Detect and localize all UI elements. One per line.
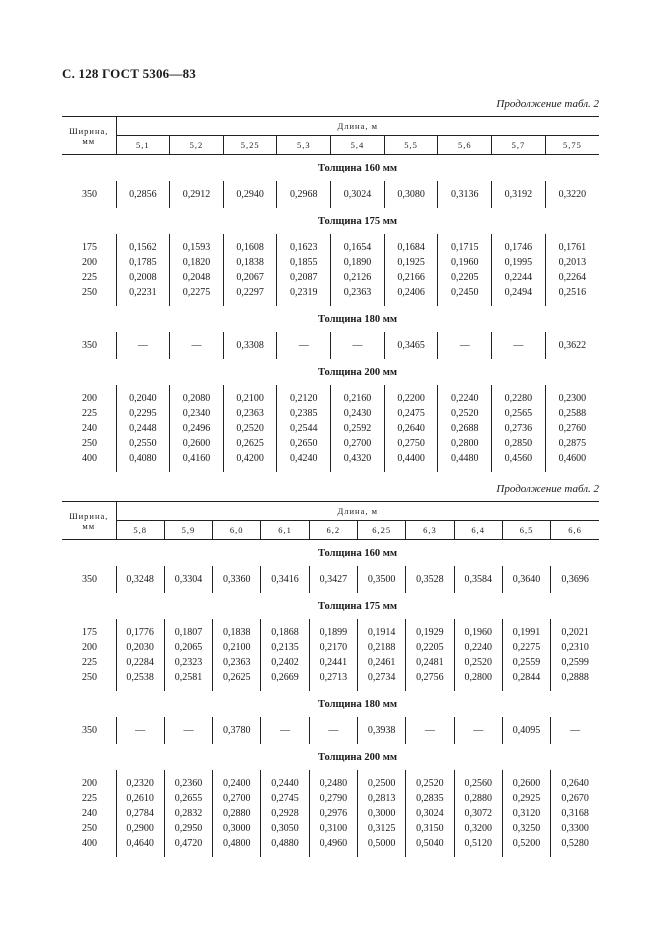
volume-cell: 0,2319 xyxy=(277,285,331,300)
volume-cell: 0,2850 xyxy=(492,436,546,451)
volume-cell: 0,1761 xyxy=(545,240,599,255)
table-row xyxy=(62,670,599,685)
volume-cell: 0,2784 xyxy=(116,806,164,821)
volume-cell: 0,2790 xyxy=(309,791,357,806)
length-column-header: 5,3 xyxy=(277,136,331,155)
volume-cell: 0,3938 xyxy=(357,723,405,738)
volume-cell: 0,2912 xyxy=(170,187,224,202)
width-cell: 250 xyxy=(82,287,97,298)
volume-cell: 0,2565 xyxy=(492,406,546,421)
volume-cell: 0,2756 xyxy=(406,670,454,685)
volume-cell: 0,2264 xyxy=(545,270,599,285)
volume-cell: 0,2170 xyxy=(309,640,357,655)
volume-cell: 0,1914 xyxy=(357,625,405,640)
volume-cell: 0,3120 xyxy=(502,806,550,821)
volume-cell: 0,2800 xyxy=(438,436,492,451)
volume-cell: 0,2441 xyxy=(309,655,357,670)
volume-cell: 0,2080 xyxy=(170,391,224,406)
volume-cell: 0,2300 xyxy=(545,391,599,406)
length-column-header: 6,3 xyxy=(406,521,454,540)
table-row xyxy=(62,655,599,670)
table-row xyxy=(62,723,599,738)
volume-cell: 0,2323 xyxy=(164,655,212,670)
table-row xyxy=(62,836,599,851)
volume-cell: 0,2900 xyxy=(116,821,164,836)
width-column-header: Ширина, мм xyxy=(62,502,116,540)
continuation-label-2: Продолжение табл. 2 xyxy=(496,483,599,495)
thickness-section-title: Толщина 175 мм xyxy=(317,215,398,227)
volume-cell: 0,5280 xyxy=(551,836,599,851)
length-column-header: 5,25 xyxy=(223,136,277,155)
length-column-header: 5,1 xyxy=(116,136,170,155)
volume-cell: 0,2813 xyxy=(357,791,405,806)
volume-cell: 0,2950 xyxy=(164,821,212,836)
volume-cell: 0,2166 xyxy=(384,270,438,285)
width-cell: 200 xyxy=(82,778,97,789)
volume-cell: 0,4640 xyxy=(116,836,164,851)
width-cell: 225 xyxy=(82,657,97,668)
thickness-section-row xyxy=(62,540,599,567)
table-row xyxy=(62,406,599,421)
volume-cell: 0,2835 xyxy=(406,791,454,806)
volume-cell: 0,4720 xyxy=(164,836,212,851)
volume-cell: 0,3100 xyxy=(309,821,357,836)
volume-cell: 0,2481 xyxy=(406,655,454,670)
volume-table-1 xyxy=(62,116,599,472)
length-column-header: 6,6 xyxy=(551,521,599,540)
volume-cell: 0,2320 xyxy=(116,776,164,791)
volume-cell: 0,2205 xyxy=(438,270,492,285)
volume-cell: — xyxy=(170,338,224,353)
volume-cell: 0,2700 xyxy=(331,436,385,451)
table-row xyxy=(62,285,599,300)
volume-cell: 0,4400 xyxy=(384,451,438,466)
volume-cell: 0,3248 xyxy=(116,572,164,587)
table-row xyxy=(62,821,599,836)
volume-cell: 0,2363 xyxy=(213,655,261,670)
volume-cell: 0,1785 xyxy=(116,255,170,270)
length-column-header: 5,5 xyxy=(384,136,438,155)
volume-cell: 0,2340 xyxy=(170,406,224,421)
volume-cell: 0,2600 xyxy=(502,776,550,791)
volume-cell: 0,2275 xyxy=(170,285,224,300)
volume-cell: 0,2544 xyxy=(277,421,331,436)
volume-cell: 0,2520 xyxy=(406,776,454,791)
volume-cell: — xyxy=(454,723,502,738)
length-column-header: 6,2 xyxy=(309,521,357,540)
volume-cell: 0,4560 xyxy=(492,451,546,466)
volume-cell: 0,2599 xyxy=(551,655,599,670)
width-cell: 225 xyxy=(82,272,97,283)
volume-cell: 0,1608 xyxy=(223,240,277,255)
table-row xyxy=(62,391,599,406)
volume-cell: 0,3200 xyxy=(454,821,502,836)
volume-cell: 0,3125 xyxy=(357,821,405,836)
width-cell: 400 xyxy=(82,838,97,849)
width-cell: 250 xyxy=(82,438,97,449)
volume-cell: 0,2295 xyxy=(116,406,170,421)
volume-cell: 0,1654 xyxy=(331,240,385,255)
volume-cell: — xyxy=(116,338,170,353)
volume-cell: 0,3528 xyxy=(406,572,454,587)
volume-cell: 0,4600 xyxy=(545,451,599,466)
volume-cell: 0,4320 xyxy=(331,451,385,466)
volume-cell: 0,2430 xyxy=(331,406,385,421)
volume-cell: 0,2925 xyxy=(502,791,550,806)
volume-cell: 0,3050 xyxy=(261,821,309,836)
volume-cell: 0,2440 xyxy=(261,776,309,791)
volume-cell: 0,1715 xyxy=(438,240,492,255)
volume-cell: 0,1899 xyxy=(309,625,357,640)
table-row xyxy=(62,421,599,436)
volume-cell: 0,5000 xyxy=(357,836,405,851)
volume-cell: 0,2688 xyxy=(438,421,492,436)
volume-cell: 0,2581 xyxy=(164,670,212,685)
volume-cell: 0,3640 xyxy=(502,572,550,587)
length-column-header: 6,25 xyxy=(357,521,405,540)
table-row xyxy=(62,451,599,466)
width-cell: 350 xyxy=(82,574,97,585)
length-column-header: 5,4 xyxy=(331,136,385,155)
volume-cell: 0,2928 xyxy=(261,806,309,821)
volume-cell: 0,2844 xyxy=(502,670,550,685)
volume-cell: 0,2745 xyxy=(261,791,309,806)
volume-cell: 0,2297 xyxy=(223,285,277,300)
volume-cell: 0,2448 xyxy=(116,421,170,436)
table-row xyxy=(62,806,599,821)
table-row xyxy=(62,572,599,587)
page-header: С. 128 ГОСТ 5306—83 xyxy=(62,66,196,81)
volume-cell: 0,3696 xyxy=(551,572,599,587)
volume-cell: 0,1890 xyxy=(331,255,385,270)
volume-cell: 0,2625 xyxy=(213,670,261,685)
volume-cell: 0,3220 xyxy=(545,187,599,202)
volume-cell: 0,2625 xyxy=(223,436,277,451)
volume-cell: 0,2736 xyxy=(492,421,546,436)
volume-cell: 0,2120 xyxy=(277,391,331,406)
volume-cell: 0,3500 xyxy=(357,572,405,587)
volume-cell: 0,2240 xyxy=(454,640,502,655)
volume-cell: — xyxy=(261,723,309,738)
width-cell: 350 xyxy=(82,340,97,351)
volume-cell: 0,2048 xyxy=(170,270,224,285)
volume-cell: 0,2231 xyxy=(116,285,170,300)
volume-cell: 0,3465 xyxy=(384,338,438,353)
volume-cell: 0,3168 xyxy=(551,806,599,821)
volume-cell: 0,1838 xyxy=(213,625,261,640)
width-cell: 175 xyxy=(82,242,97,253)
thickness-section-title: Толщина 200 мм xyxy=(317,751,398,763)
volume-cell: 0,3427 xyxy=(309,572,357,587)
volume-cell: 0,2669 xyxy=(261,670,309,685)
volume-cell: 0,4480 xyxy=(438,451,492,466)
volume-cell: 0,5120 xyxy=(454,836,502,851)
volume-table-2 xyxy=(62,501,599,857)
thickness-section-row xyxy=(62,208,599,234)
volume-cell: 0,3024 xyxy=(331,187,385,202)
volume-cell: 0,2021 xyxy=(551,625,599,640)
table-row xyxy=(62,338,599,353)
volume-cell: 0,2888 xyxy=(551,670,599,685)
width-cell: 250 xyxy=(82,672,97,683)
volume-cell: 0,3300 xyxy=(551,821,599,836)
width-cell: 350 xyxy=(82,725,97,736)
thickness-section-row xyxy=(62,691,599,717)
width-cell: 200 xyxy=(82,642,97,653)
volume-cell: 0,2875 xyxy=(545,436,599,451)
volume-cell: 0,2310 xyxy=(551,640,599,655)
volume-cell: 0,2188 xyxy=(357,640,405,655)
volume-cell: 0,1623 xyxy=(277,240,331,255)
thickness-section-title: Толщина 180 мм xyxy=(317,313,398,325)
length-column-header: 6,4 xyxy=(454,521,502,540)
width-cell: 400 xyxy=(82,453,97,464)
volume-cell: 0,3250 xyxy=(502,821,550,836)
length-column-header: 5,2 xyxy=(170,136,224,155)
volume-cell: 0,2760 xyxy=(545,421,599,436)
volume-cell: 0,2655 xyxy=(164,791,212,806)
volume-cell: 0,2200 xyxy=(384,391,438,406)
volume-cell: 0,3080 xyxy=(384,187,438,202)
volume-cell: 0,1776 xyxy=(116,625,164,640)
volume-cell: 0,1807 xyxy=(164,625,212,640)
volume-cell: 0,2670 xyxy=(551,791,599,806)
volume-cell: 0,2205 xyxy=(406,640,454,655)
volume-cell: 0,2520 xyxy=(223,421,277,436)
volume-cell: 0,1925 xyxy=(384,255,438,270)
volume-cell: 0,2600 xyxy=(170,436,224,451)
volume-cell: 0,1995 xyxy=(492,255,546,270)
volume-cell: 0,1838 xyxy=(223,255,277,270)
thickness-section-title: Толщина 160 мм xyxy=(317,547,398,559)
volume-cell: 0,3622 xyxy=(545,338,599,353)
volume-cell: 0,1868 xyxy=(261,625,309,640)
volume-cell: 0,2968 xyxy=(277,187,331,202)
volume-cell: 0,2880 xyxy=(213,806,261,821)
thickness-section-row xyxy=(62,155,599,182)
length-column-header: 6,0 xyxy=(213,521,261,540)
thickness-section-row xyxy=(62,744,599,770)
table-row xyxy=(62,640,599,655)
volume-cell: 0,2640 xyxy=(551,776,599,791)
volume-cell: 0,2856 xyxy=(116,187,170,202)
volume-cell: 0,1960 xyxy=(438,255,492,270)
volume-cell: — xyxy=(116,723,164,738)
thickness-section-title: Толщина 200 мм xyxy=(317,366,398,378)
table-row xyxy=(62,436,599,451)
table-row xyxy=(62,791,599,806)
length-column-header: 5,7 xyxy=(492,136,546,155)
volume-cell: 0,1960 xyxy=(454,625,502,640)
length-group-header: Длина, м xyxy=(116,502,599,521)
volume-cell: 0,2700 xyxy=(213,791,261,806)
volume-cell: 0,2406 xyxy=(384,285,438,300)
volume-cell: 0,3000 xyxy=(213,821,261,836)
volume-cell: 0,2650 xyxy=(277,436,331,451)
thickness-section-title: Толщина 180 мм xyxy=(317,698,398,710)
volume-cell: 0,2400 xyxy=(213,776,261,791)
table-row xyxy=(62,625,599,640)
table-row xyxy=(62,240,599,255)
volume-cell: 0,2713 xyxy=(309,670,357,685)
volume-cell: 0,2008 xyxy=(116,270,170,285)
thickness-section-title: Толщина 175 мм xyxy=(317,600,398,612)
length-column-header: 5,8 xyxy=(116,521,164,540)
volume-cell: 0,3150 xyxy=(406,821,454,836)
volume-cell: 0,4240 xyxy=(277,451,331,466)
volume-cell: 0,4080 xyxy=(116,451,170,466)
thickness-section-row xyxy=(62,359,599,385)
volume-cell: 0,1562 xyxy=(116,240,170,255)
volume-cell: 0,2067 xyxy=(223,270,277,285)
volume-cell: 0,2550 xyxy=(116,436,170,451)
volume-cell: 0,2588 xyxy=(545,406,599,421)
volume-cell: 0,2280 xyxy=(492,391,546,406)
volume-cell: 0,2475 xyxy=(384,406,438,421)
volume-cell: — xyxy=(164,723,212,738)
length-column-header: 6,1 xyxy=(261,521,309,540)
volume-cell: 0,2087 xyxy=(277,270,331,285)
volume-cell: 0,1820 xyxy=(170,255,224,270)
volume-cell: 0,2275 xyxy=(502,640,550,655)
volume-cell: 0,5040 xyxy=(406,836,454,851)
volume-cell: 0,2363 xyxy=(331,285,385,300)
volume-cell: 0,2592 xyxy=(331,421,385,436)
width-cell: 225 xyxy=(82,793,97,804)
volume-cell: 0,2244 xyxy=(492,270,546,285)
volume-cell: 0,4095 xyxy=(502,723,550,738)
volume-cell: 0,2030 xyxy=(116,640,164,655)
width-cell: 240 xyxy=(82,423,97,434)
volume-cell: 0,2940 xyxy=(223,187,277,202)
volume-cell: 0,2461 xyxy=(357,655,405,670)
volume-cell: 0,4880 xyxy=(261,836,309,851)
volume-cell: 0,2284 xyxy=(116,655,164,670)
width-cell: 240 xyxy=(82,808,97,819)
volume-cell: — xyxy=(492,338,546,353)
volume-cell: 0,2520 xyxy=(454,655,502,670)
volume-cell: 0,3024 xyxy=(406,806,454,821)
volume-cell: 0,3192 xyxy=(492,187,546,202)
volume-cell: 0,3136 xyxy=(438,187,492,202)
volume-cell: 0,2750 xyxy=(384,436,438,451)
volume-cell: 0,3304 xyxy=(164,572,212,587)
volume-cell: — xyxy=(438,338,492,353)
volume-cell: 0,3308 xyxy=(223,338,277,353)
volume-cell: 0,3360 xyxy=(213,572,261,587)
volume-cell: 0,4800 xyxy=(213,836,261,851)
table-row xyxy=(62,187,599,202)
volume-cell: 0,2385 xyxy=(277,406,331,421)
thickness-section-row xyxy=(62,593,599,619)
volume-cell: 0,2976 xyxy=(309,806,357,821)
volume-cell: — xyxy=(277,338,331,353)
volume-cell: 0,2610 xyxy=(116,791,164,806)
volume-cell: 0,2496 xyxy=(170,421,224,436)
volume-cell: 0,1855 xyxy=(277,255,331,270)
volume-cell: 0,2126 xyxy=(331,270,385,285)
volume-cell: 0,4960 xyxy=(309,836,357,851)
volume-cell: 0,4200 xyxy=(223,451,277,466)
volume-cell: 0,2402 xyxy=(261,655,309,670)
length-column-header: 6,5 xyxy=(502,521,550,540)
volume-cell: 0,1991 xyxy=(502,625,550,640)
thickness-section-title: Толщина 160 мм xyxy=(317,162,398,174)
volume-cell: 0,1746 xyxy=(492,240,546,255)
volume-cell: 0,2500 xyxy=(357,776,405,791)
volume-cell: 0,2480 xyxy=(309,776,357,791)
volume-cell: 0,2100 xyxy=(223,391,277,406)
volume-cell: 0,2040 xyxy=(116,391,170,406)
volume-cell: 0,4160 xyxy=(170,451,224,466)
volume-cell: 0,2520 xyxy=(438,406,492,421)
width-column-header: Ширина, мм xyxy=(62,117,116,155)
volume-cell: 0,2880 xyxy=(454,791,502,806)
width-cell: 175 xyxy=(82,627,97,638)
volume-cell: 0,2160 xyxy=(331,391,385,406)
volume-cell: 0,1593 xyxy=(170,240,224,255)
volume-cell: 0,3000 xyxy=(357,806,405,821)
volume-cell: — xyxy=(551,723,599,738)
volume-cell: 0,2240 xyxy=(438,391,492,406)
length-column-header: 5,75 xyxy=(545,136,599,155)
continuation-label-1: Продолжение табл. 2 xyxy=(496,98,599,110)
volume-cell: 0,3072 xyxy=(454,806,502,821)
volume-cell: 0,3780 xyxy=(213,723,261,738)
volume-cell: — xyxy=(406,723,454,738)
volume-cell: 0,2516 xyxy=(545,285,599,300)
length-column-header: 5,6 xyxy=(438,136,492,155)
volume-cell: 0,2734 xyxy=(357,670,405,685)
volume-cell: 0,2832 xyxy=(164,806,212,821)
volume-cell: — xyxy=(309,723,357,738)
volume-cell: 0,2560 xyxy=(454,776,502,791)
volume-cell: 0,2135 xyxy=(261,640,309,655)
table-row xyxy=(62,255,599,270)
volume-cell: 0,2494 xyxy=(492,285,546,300)
volume-cell: 0,1929 xyxy=(406,625,454,640)
volume-cell: 0,2100 xyxy=(213,640,261,655)
volume-cell: 0,2450 xyxy=(438,285,492,300)
volume-cell: 0,2559 xyxy=(502,655,550,670)
length-group-header: Длина, м xyxy=(116,117,599,136)
volume-cell: 0,2065 xyxy=(164,640,212,655)
volume-cell: 0,3584 xyxy=(454,572,502,587)
volume-cell: 0,2013 xyxy=(545,255,599,270)
width-cell: 350 xyxy=(82,189,97,200)
volume-cell: 0,2363 xyxy=(223,406,277,421)
volume-cell: 0,2360 xyxy=(164,776,212,791)
volume-cell: 0,2538 xyxy=(116,670,164,685)
volume-cell: 0,2800 xyxy=(454,670,502,685)
table-row xyxy=(62,776,599,791)
volume-cell: 0,5200 xyxy=(502,836,550,851)
width-cell: 200 xyxy=(82,257,97,268)
width-cell: 250 xyxy=(82,823,97,834)
volume-cell: 0,1684 xyxy=(384,240,438,255)
volume-cell: 0,3416 xyxy=(261,572,309,587)
volume-cell: 0,2640 xyxy=(384,421,438,436)
width-cell: 225 xyxy=(82,408,97,419)
thickness-section-row xyxy=(62,306,599,332)
length-column-header: 5,9 xyxy=(164,521,212,540)
table-row xyxy=(62,270,599,285)
width-cell: 200 xyxy=(82,393,97,404)
volume-cell: — xyxy=(331,338,385,353)
